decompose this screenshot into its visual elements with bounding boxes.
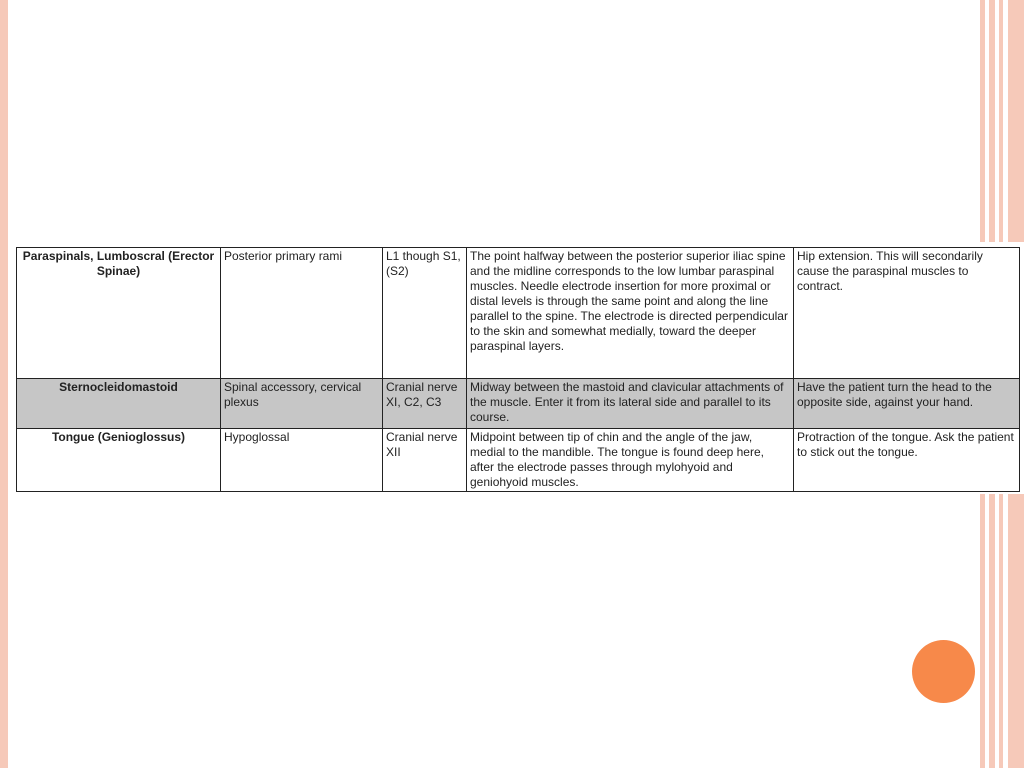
activation-cell: Hip extension. This will secondarily cause the paraspinal muscles to contract. [794, 248, 1020, 379]
root-cell: Cranial nerve XI, C2, C3 [383, 379, 467, 429]
table-image [16, 247, 1019, 492]
muscle-name: Paraspinals, Lumboscral (Erector Spinae) [17, 248, 221, 379]
insertion-cell: Midway between the mastoid and clavicular attachments of the muscle. Enter it from its lateral side and parallel to its course. [467, 379, 794, 429]
nerve-cell: Hypoglossal [221, 429, 383, 492]
muscle-table [16, 247, 1020, 492]
nerve-cell: Spinal accessory, cervical plexus [221, 379, 383, 429]
root-cell: Cranial nerve XII [383, 429, 467, 492]
table-row [17, 248, 1020, 379]
activation-cell: Have the patient turn the head to the opposite side, against your hand. [794, 379, 1020, 429]
table-row [17, 379, 1020, 429]
activation-cell: Protraction of the tongue. Ask the patient to stick out the tongue. [794, 429, 1020, 492]
nerve-cell: Posterior primary rami [221, 248, 383, 379]
insertion-cell: The point halfway between the posterior superior iliac spine and the midline corresponds to the low lumbar paraspinal muscles. Needle electrode insertion for more proximal or distal levels is through the same point and along the line parallel to the spine. The electrode is directed perpendicular to the skin and somewhat medially, toward the deeper paraspinal layers. [467, 248, 794, 379]
table-row [17, 429, 1020, 492]
root-cell: L1 though S1, (S2) [383, 248, 467, 379]
muscle-name: Tongue (Genioglossus) [17, 429, 221, 492]
insertion-cell: Midpoint between tip of chin and the angle of the jaw, medial to the mandible. The tongue is found deep here, after the electrode passes through mylohyoid and geniohyoid muscles. [467, 429, 794, 492]
left-border-stripe [0, 0, 8, 768]
muscle-name: Sternocleidomastoid [17, 379, 221, 429]
decorative-circle [912, 640, 975, 703]
